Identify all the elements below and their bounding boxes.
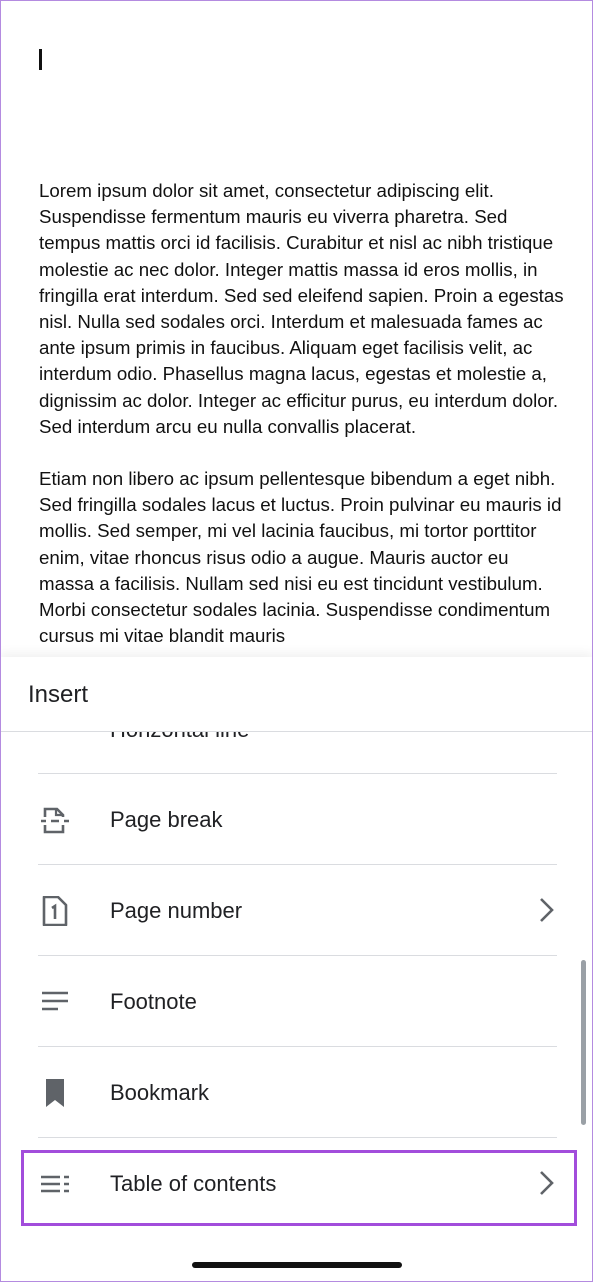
menu-item-footnote[interactable] [0, 956, 593, 1047]
insert-sheet-title: Insert [28, 681, 89, 708]
menu-item-page-break[interactable] [0, 774, 593, 865]
table-of-contents-icon [38, 1169, 72, 1199]
paragraph-2[interactable]: Etiam non libero ac ipsum pellentesque bibendum a eget nibh. Sed fringilla sodales lacus et luctus. Proin pulvinar eu mauris id mollis. Sed semper, mi vel lacinia faucibus, mi tortor porttitor enim, vitae rhoncus risus odio a augue. Mauris auctor eu massa a facilisis. Nullam sed nisi eu est tincidunt vestibulum. Morbi consectetur sodales lacinia. Suspendisse condimentum cursus mi vitae blandit mauris [39, 468, 562, 647]
menu-item-label: Page number [110, 898, 243, 923]
paragraph-1[interactable]: Lorem ipsum dolor sit amet, consectetur adipiscing elit. Suspendisse fermentum mauris eu viverra pharetra. Sed tempus mattis orci id facilisis. Curabitur et nisl ac nibh tristique molestie ac nec dolor. Integer mattis massa id eros mollis, in fringilla erat interdum. Sed sed eleifend sapien. Proin a egestas nisl. Nulla sed sodales orci. Interdum et malesuada fames ac ante ipsum primis in faucibus. Aliquam eget facilisis velit, ac interdum odio. Phasellus magna lacus, egestas et molestie a, dignissim ac dolor. Integer ac efficitur purus, eu interdum dolor. Sed interdum arcu eu nulla convallis placerat. [39, 180, 564, 437]
menu-item-bookmark[interactable] [0, 1047, 593, 1138]
text-cursor [39, 49, 42, 70]
menu-item-label: Page break [110, 807, 223, 832]
menu-item-table-of-contents[interactable] [0, 1138, 593, 1229]
insert-menu-list[interactable] [0, 657, 593, 1282]
menu-item-label: Footnote [110, 989, 197, 1014]
chevron-right-icon [537, 897, 555, 923]
menu-item-label: Table of contents [110, 1171, 277, 1196]
bookmark-icon [38, 1078, 72, 1108]
footnote-icon [38, 987, 72, 1017]
document-body[interactable] [39, 178, 564, 660]
menu-item-label: Bookmark [110, 1080, 210, 1105]
insert-bottom-sheet [0, 657, 593, 1282]
insert-sheet-header [0, 657, 593, 732]
chevron-right-icon [537, 1170, 555, 1196]
home-indicator[interactable] [192, 1262, 402, 1268]
scrollbar[interactable] [581, 960, 586, 1125]
page-break-icon [38, 805, 72, 835]
menu-item-page-number[interactable] [0, 865, 593, 956]
page-number-icon [38, 896, 72, 926]
